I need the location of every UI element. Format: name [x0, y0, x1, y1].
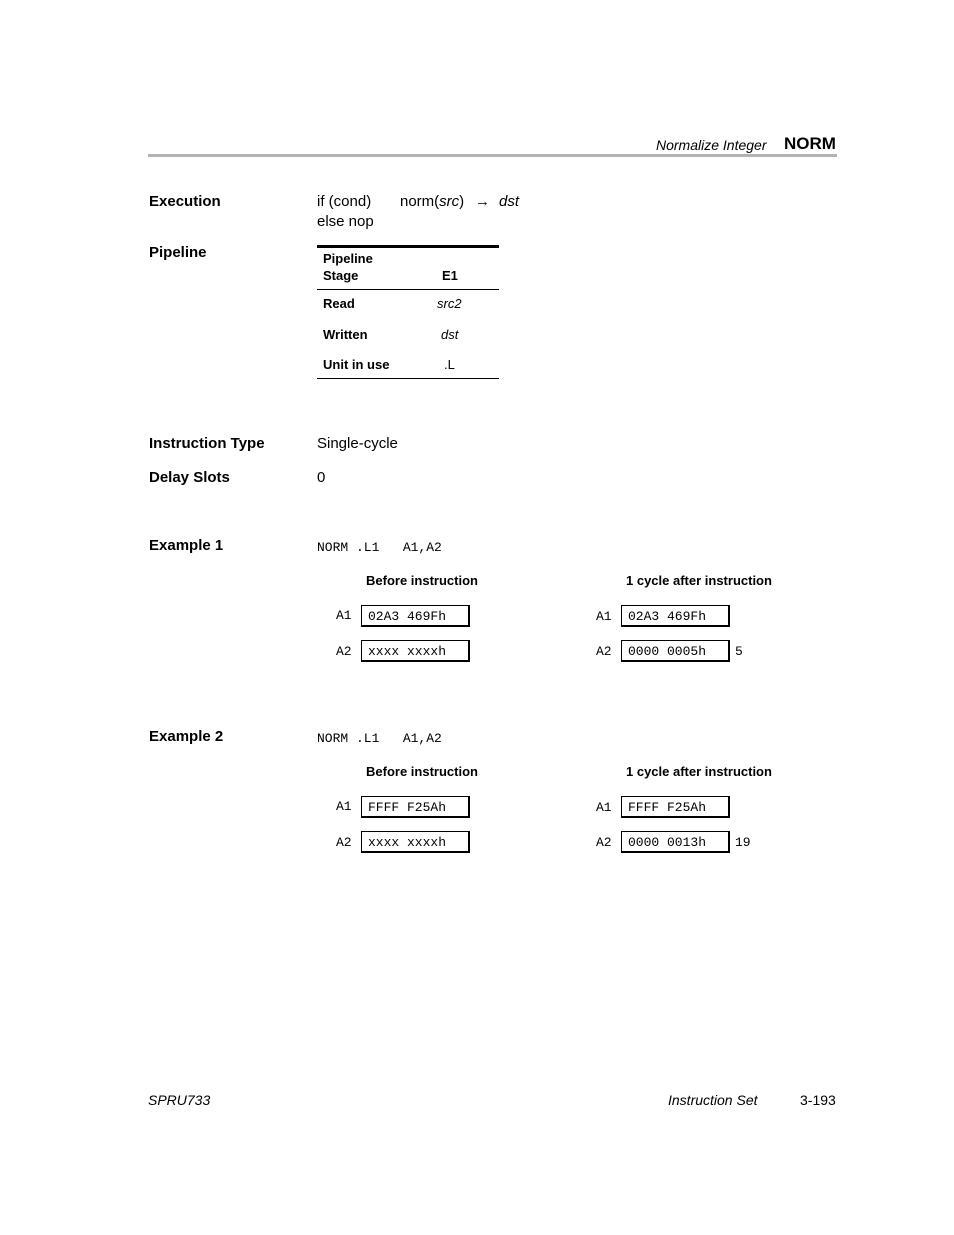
- pipeline-label: Pipeline: [149, 244, 207, 261]
- header-title: Normalize Integer: [656, 137, 767, 153]
- pipeline-row-value: src2: [437, 296, 462, 311]
- example-1-code: NORM .L1 A1,A2: [317, 540, 442, 555]
- pipeline-row-value: .L: [444, 357, 455, 372]
- register-label: A2: [596, 644, 612, 659]
- pipeline-table: [317, 245, 499, 372]
- footer-section: Instruction Set: [668, 1092, 758, 1108]
- register-value-box: xxxx xxxxh: [361, 640, 470, 662]
- pipeline-row-name: Read: [323, 296, 355, 311]
- register-value-box: 0000 0013h: [621, 831, 730, 853]
- pipeline-row-name: Unit in use: [323, 357, 390, 372]
- register-value-box: xxxx xxxxh: [361, 831, 470, 853]
- example-2-before-title: Before instruction: [366, 764, 478, 779]
- register-value-box: FFFF F25Ah: [361, 796, 470, 818]
- register-value-box: FFFF F25Ah: [621, 796, 730, 818]
- register-label: A2: [336, 835, 352, 850]
- pipeline-head-line1: Pipeline: [323, 251, 373, 266]
- pipeline-head-line2: Stage: [323, 268, 359, 283]
- register-value-box: 02A3 469Fh: [361, 605, 470, 627]
- example-2-label: Example 2: [149, 728, 224, 745]
- pipeline-table-header-rule: [317, 289, 499, 290]
- header-rule: [148, 154, 837, 157]
- example-2-after-title: 1 cycle after instruction: [626, 764, 772, 779]
- execution-operation: [400, 193, 464, 210]
- pipeline-table-top-rule: [317, 245, 499, 248]
- example-1-label: Example 1: [149, 537, 224, 554]
- execution-op-post: ): [459, 193, 465, 210]
- pipeline-table-bottom-rule: [317, 378, 499, 379]
- example-1-after-title: 1 cycle after instruction: [626, 573, 772, 588]
- execution-label: Execution: [149, 193, 221, 210]
- register-label: A2: [336, 644, 352, 659]
- example-1-before-title: Before instruction: [366, 573, 478, 588]
- delay-slots-label: Delay Slots: [149, 469, 230, 486]
- register-value-box: 02A3 469Fh: [621, 605, 730, 627]
- execution-op-src: src: [439, 193, 460, 210]
- execution-dst: dst: [499, 193, 520, 210]
- register-label: A2: [596, 835, 612, 850]
- register-value-box: 0000 0005h: [621, 640, 730, 662]
- header-mnemonic: NORM: [784, 134, 836, 153]
- register-label: A1: [336, 799, 352, 814]
- right-arrow-icon: →: [475, 193, 490, 210]
- register-label: A1: [596, 800, 612, 815]
- register-label: A1: [596, 609, 612, 624]
- pipeline-stage-e1: E1: [442, 268, 458, 283]
- delay-slots-value: 0: [317, 469, 326, 486]
- register-note: 5: [735, 644, 743, 659]
- register-label: A1: [336, 608, 352, 623]
- execution-op-pre: norm(: [400, 193, 440, 210]
- execution-else: else nop: [317, 213, 374, 230]
- instruction-type-value: Single-cycle: [317, 435, 398, 452]
- footer-doc-id: SPRU733: [148, 1092, 211, 1108]
- register-note: 19: [735, 835, 751, 850]
- footer-page-number: 3-193: [800, 1092, 836, 1108]
- instruction-type-label: Instruction Type: [149, 435, 265, 452]
- pipeline-row-value: dst: [441, 327, 459, 342]
- example-2-code: NORM .L1 A1,A2: [317, 731, 442, 746]
- execution-cond: if (cond): [317, 193, 372, 210]
- pipeline-row-name: Written: [323, 327, 368, 342]
